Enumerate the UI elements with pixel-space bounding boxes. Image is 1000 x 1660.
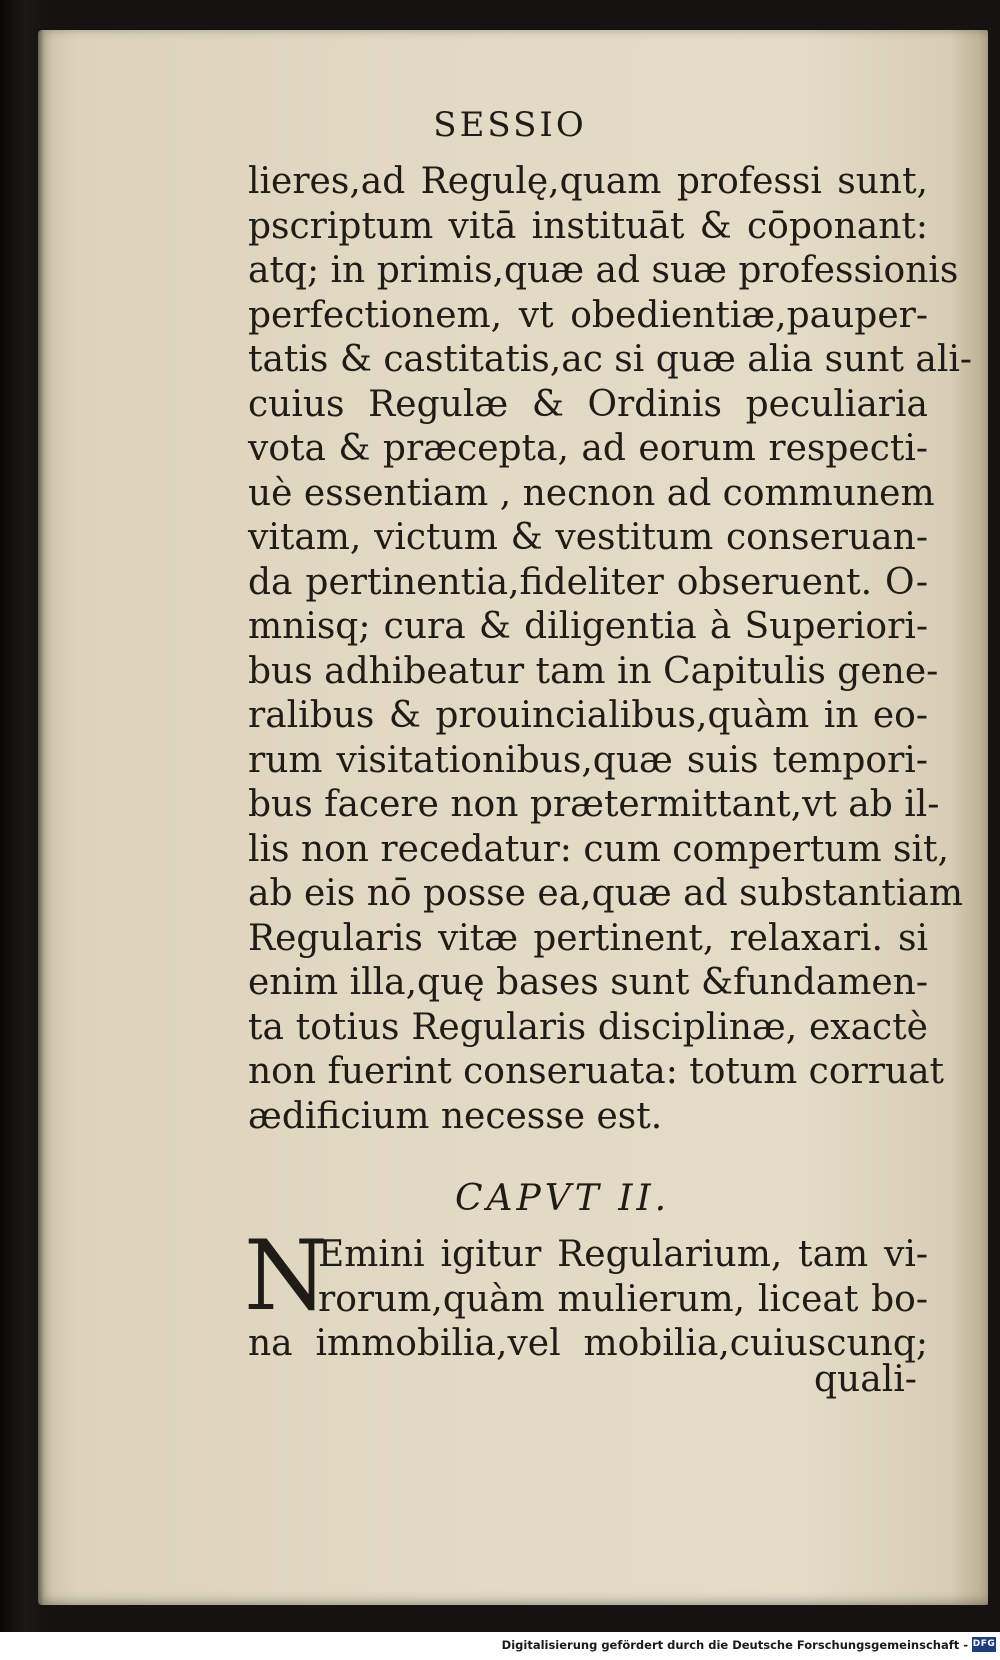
- text-line: non fuerint conseruata: totum corruat: [248, 1051, 945, 1092]
- catchword: quali-: [814, 1359, 917, 1400]
- text-line: mnisq; cura & diligentia à Superiori-: [248, 606, 928, 647]
- text-line: pscriptum vitā instituāt & cōponant:: [248, 205, 928, 247]
- digitization-footer: [0, 1632, 1000, 1660]
- drop-cap-initial: N: [244, 1220, 328, 1332]
- text-line: bus adhibeatur tam in Capitulis gene-: [248, 650, 939, 692]
- text-line: ta totius Regularis disciplinæ, exactè: [248, 1006, 928, 1048]
- text-line: ralibus & prouincialibus,quàm in eo-: [248, 695, 928, 736]
- text-line: enim illa,quę bases sunt &fundamen-: [248, 962, 929, 1003]
- text-line: bus facere non prætermittant,vt ab il-: [248, 784, 940, 825]
- text-line: perfectionem, vt obedientiæ,pauper-: [248, 294, 928, 336]
- text-line: cuius Regulæ & Ordinis peculiaria: [248, 383, 928, 425]
- text-line: na immobilia,vel mobilia,cuiuscunq;: [248, 1323, 928, 1364]
- text-line: tatis & castitatis,ac si quæ alia sunt ali-: [248, 339, 973, 380]
- chapter-text: [248, 1233, 928, 1367]
- dfg-logo: DFG: [972, 1637, 996, 1652]
- text-line: lis non recedatur: cum compertum sit,: [248, 828, 949, 870]
- text-line: vota & præcepta, ad eorum respecti-: [248, 428, 928, 469]
- text-line: ab eis nō posse ea,quæ ad substantiam: [248, 873, 963, 914]
- running-head: SESSIO: [433, 105, 587, 145]
- funding-notice: Digitalisierung gefördert durch die Deutsche Forschungsgemeinschaft -: [501, 1638, 968, 1652]
- text-line: rum visitationibus,quæ suis tempori-: [248, 739, 928, 781]
- text-line: rorum,quàm mulierum, liceat bo-: [318, 1278, 928, 1320]
- text-line: vitam, victum & vestitum conseruan-: [248, 517, 928, 558]
- book-spine-shadow: [0, 0, 44, 1660]
- text-line: Emini igitur Regularium, tam vi-: [318, 1234, 928, 1275]
- text-line: uè essentiam , necnon ad communem: [248, 472, 935, 514]
- text-line: ædificium necesse est.: [248, 1095, 663, 1137]
- text-line: atq; in primis,quæ ad suæ professionis: [248, 250, 959, 291]
- text-line: lieres,ad Regulę,quam professi sunt,: [248, 161, 928, 202]
- chapter-heading: CAPVT II.: [455, 1178, 671, 1219]
- body-text: [248, 160, 973, 1139]
- text-line: Regularis vitæ pertinent, relaxari. si: [248, 917, 928, 959]
- text-line: da pertinentia,fideliter obseruent. O-: [248, 561, 928, 603]
